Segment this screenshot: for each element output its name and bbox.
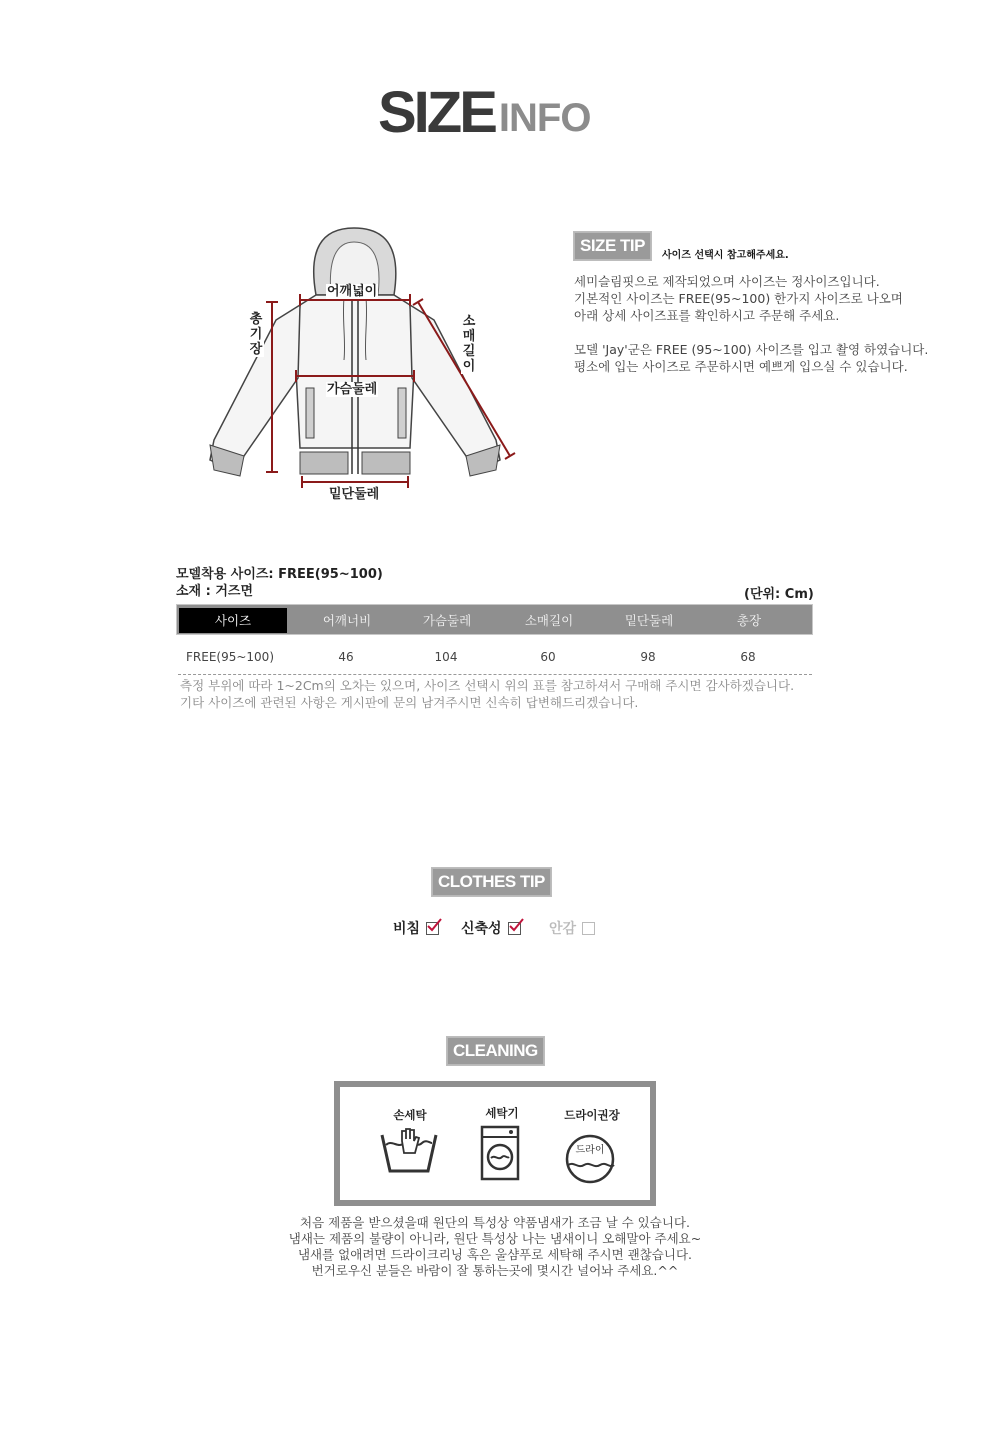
model-size: 모델착용 사이즈: FREE(95~100) <box>176 567 383 582</box>
clothes-tip-badge: CLOTHES TIP <box>431 867 552 897</box>
unit-label: (단위: Cm) <box>744 587 814 602</box>
header-size: 사이즈 <box>179 608 287 633</box>
lining-checkbox-empty-icon <box>582 922 595 935</box>
cleaning-notes: 처음 제품을 받으셨을때 원단의 특성상 약품냄새가 조금 날 수 있습니다. 냄새는 제품의 불량이 아니라, 원단 특성상 나는 냄새이니 오해말아 주세요~ 냄새를 없애려면 드라이크리닝 혹은 울샴푸로 세탁해 주시면 괜찮습니다. 번거로우신 분들은 바람이 잘 통하는곳에 몇시간 널어놔 주세요.^^ <box>288 1215 702 1278</box>
hand-wash-icon <box>378 1127 440 1179</box>
size-notes: 측정 부위에 따라 1~2Cm의 오차는 있으며, 사이즈 선택시 위의 표를 참고하셔서 구매해 주시면 감사하겠습니다. 기타 사이즈에 관련된 사항은 게시판에 문의 남겨주시면 신속히 답변해드리겠습니다. <box>180 678 795 710</box>
header-chest: 가슴둘레 <box>422 613 472 628</box>
size-tip-note: 사이즈 선택시 참고해주세요. <box>662 250 789 261</box>
hand-wash-label: 손세탁 <box>393 1108 427 1122</box>
hem-label: 밑단둘레 <box>329 487 380 502</box>
cell-chest: 104 <box>434 650 458 664</box>
header-length: 총장 <box>736 613 762 628</box>
sheer-checkbox-checked-icon <box>426 922 439 935</box>
chest-label: 가슴둘레 <box>327 382 378 397</box>
cell-hem: 98 <box>640 650 656 664</box>
jacket-measurement-diagram <box>196 210 526 510</box>
size-tip-badge: SIZE TIP <box>573 231 652 261</box>
dry-clean-inner-text: 드라이 <box>575 1145 605 1156</box>
washing-machine-label: 세탁기 <box>485 1106 519 1120</box>
material: 소재 : 거즈면 <box>176 584 254 599</box>
model-info <box>176 566 383 600</box>
size-info-title <box>378 80 591 145</box>
cell-sleeve: 60 <box>540 650 556 664</box>
lining-item <box>549 918 595 938</box>
cell-length: 68 <box>740 650 756 664</box>
header-sleeve: 소매길이 <box>524 613 574 628</box>
stretch-item <box>461 918 521 938</box>
cleaning-icons-panel <box>334 1081 656 1206</box>
table-divider <box>178 674 812 675</box>
washing-machine-icon <box>478 1123 522 1183</box>
shoulder-label: 어깨넓이 <box>327 284 378 299</box>
title-info: INFO <box>498 96 591 140</box>
stretch-label: 신축성 <box>461 921 502 937</box>
cell-shoulder: 46 <box>338 650 354 664</box>
header-shoulder: 어깨너비 <box>322 613 372 628</box>
dry-clean-label: 드라이권장 <box>564 1108 620 1122</box>
total-length-label: 총 기 장 <box>249 312 263 357</box>
cell-size: FREE(95~100) <box>186 650 274 664</box>
cleaning-badge: CLEANING <box>446 1036 545 1066</box>
stretch-checkbox-checked-icon <box>508 922 521 935</box>
sheer-item <box>393 918 439 938</box>
title-size: SIZE <box>378 80 495 145</box>
dry-clean-icon <box>562 1131 618 1187</box>
sleeve-length-label: 소 매 길 이 <box>462 314 476 374</box>
header-hem: 밑단둘레 <box>624 613 674 628</box>
sheer-label: 비침 <box>393 921 421 937</box>
size-tip-paragraph: 세미슬림핏으로 제작되었으며 사이즈는 정사이즈입니다. 기본적인 사이즈는 FREE(95~100) 한가지 사이즈로 나오며 아래 상세 사이즈표를 확인하시고 주문해 주세요. 모델 'Jay'군은 FREE (95~100) 사이즈를 입고 촬영 하였습니다. 평소에 입는 사이즈로 주문하시면 예쁘게 입으실 수 있습니다. <box>574 274 929 374</box>
size-table-header <box>176 604 813 635</box>
lining-label: 안감 <box>549 921 577 937</box>
